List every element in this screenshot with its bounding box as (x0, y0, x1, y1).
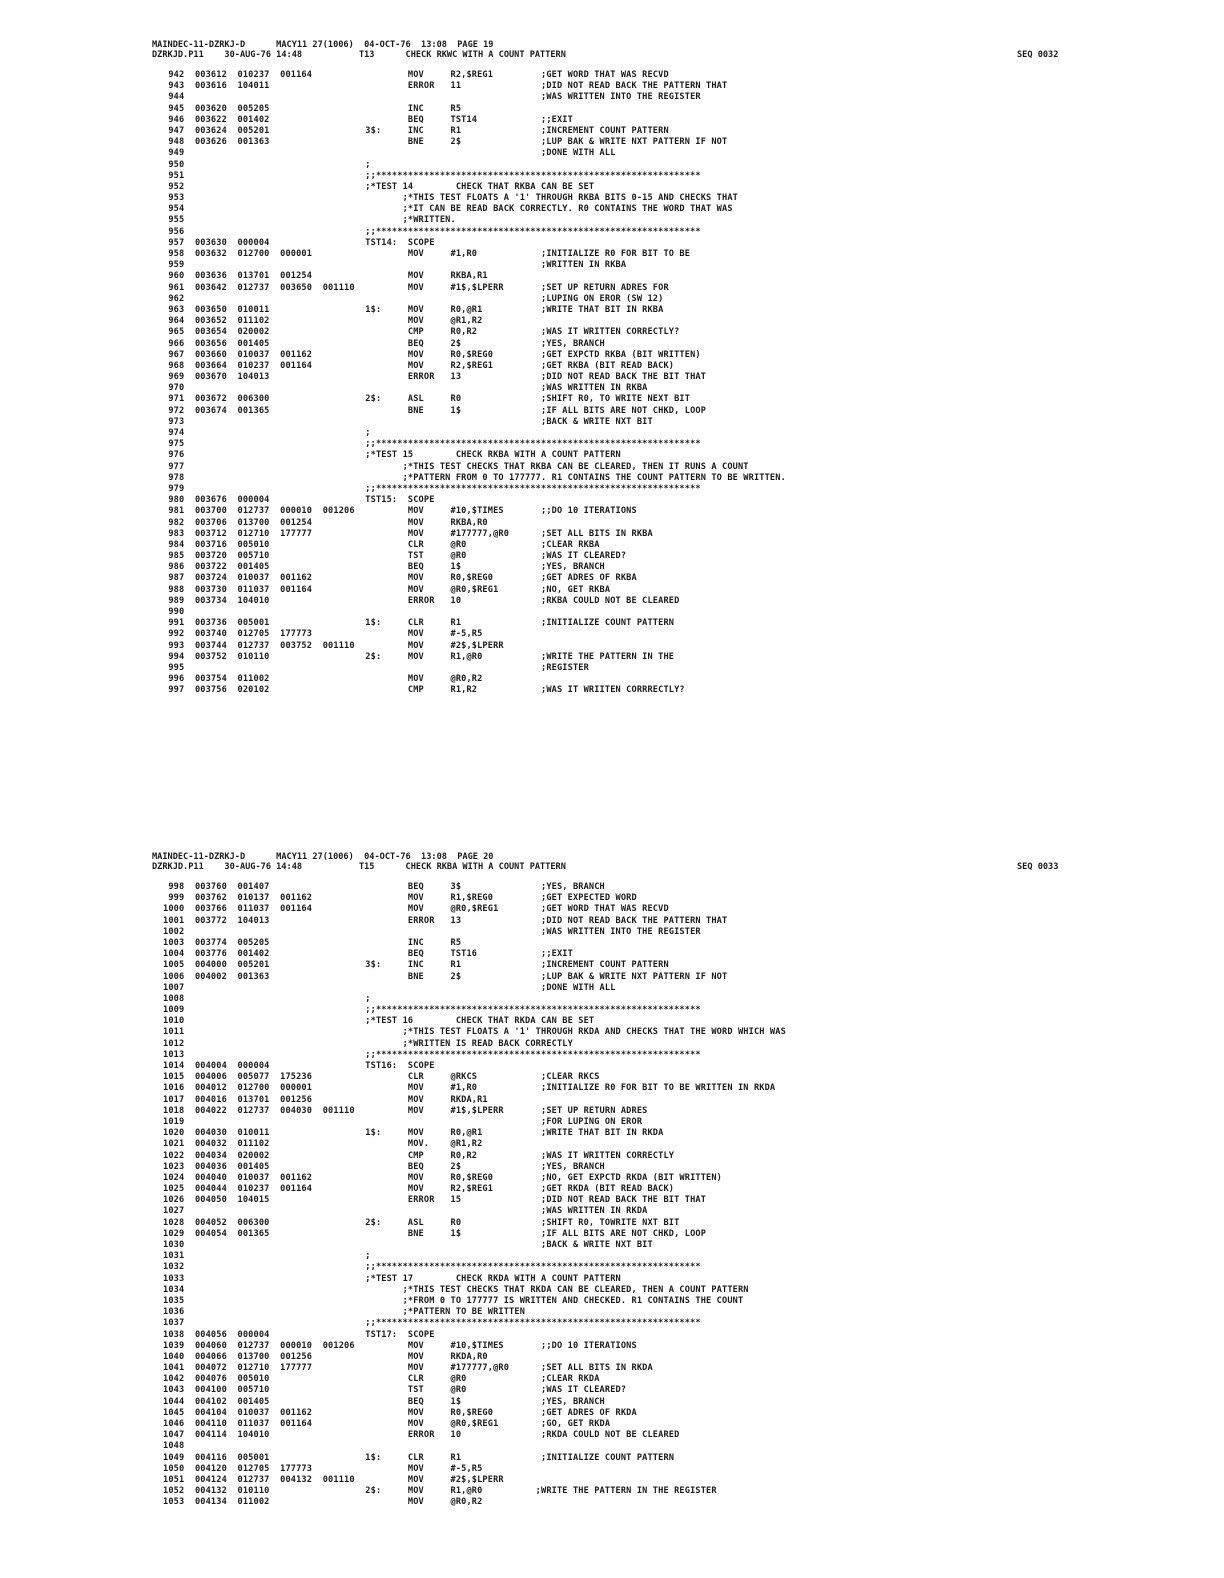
listing-line: 992 003740 012705 177773 MOV #-5,R5 (163, 629, 483, 640)
listing-line: 1044 004102 001405 BEQ 1$ ;YES, BRANCH (163, 1396, 605, 1407)
listing-line: 966 003656 001405 BEQ 2$ ;YES, BRANCH (163, 338, 605, 349)
listing-line: 1036 ;*PATTERN TO BE WRITTEN (163, 1307, 526, 1318)
listing-line: 1005 004000 005201 3$: INC R1 ;INCREMENT COUNT PATTERN (163, 960, 669, 971)
listing-line: 1012 ;*WRITTEN IS READ BACK CORRECTLY (163, 1038, 573, 1049)
listing-line: 997 003756 020102 CMP R1,R2 ;WAS IT WRIITEN CORRRECTLY? (163, 685, 685, 696)
listing-line: 994 003752 010110 2$: MOV R1,@R0 ;WRITE THE PATTERN IN THE (163, 651, 675, 662)
listing-line: 990 (163, 607, 185, 617)
listing-line: 981 003700 012737 000010 001206 MOV #10,$TIMES ;;DO 10 ITERATIONS (163, 506, 637, 517)
listing-line: 970 ;WAS WRITTEN IN RKBA (163, 383, 648, 394)
listing-line: 1053 004134 011002 MOV @R0,R2 (163, 1497, 483, 1508)
listing-line: 1008 ; (163, 993, 371, 1004)
header-line-2: DZRKJD.P11 30-AUG-76 14:48 T13 CHECK RKWC WITH A COUNT PATTERN (152, 50, 566, 60)
listing-line: 1020 004030 010011 1$: MOV R0,@R1 ;WRITE THAT BIT IN RKDA (163, 1128, 664, 1139)
sequence-number: SEQ 0033 (1017, 862, 1059, 872)
header-line-1: MAINDEC-11-DZRKJ-D MACY11 27(1006) 04-OCT-76 13:08 PAGE 19 (152, 40, 494, 50)
header-line-1: MAINDEC-11-DZRKJ-D MACY11 27(1006) 04-OCT-76 13:08 PAGE 20 (152, 852, 494, 862)
listing-line: 949 ;DONE WITH ALL (163, 148, 616, 159)
listing-line: 1016 004012 012700 000001 MOV #1,R0 ;INITIALIZE R0 FOR BIT TO BE WRITTEN IN RKDA (163, 1083, 776, 1094)
listing-line: 998 003760 001407 BEQ 3$ ;YES, BRANCH (163, 882, 605, 892)
listing-line: 1010 ;*TEST 16 CHECK THAT RKDA CAN BE SET (163, 1016, 595, 1027)
code-listing (163, 882, 786, 1509)
listing-line: 1022 004034 020002 CMP R0,R2 ;WAS IT WRITTEN CORRECTLY (163, 1150, 675, 1161)
listing-line: 959 ;WRITTEN IN RKBA (163, 260, 627, 271)
listing-line: 1049 004116 005001 1$: CLR R1 ;INITIALIZE COUNT PATTERN (163, 1452, 675, 1463)
listing-line: 1024 004040 010037 001162 MOV R0,$REG0 ;NO, GET EXPCTD RKDA (BIT WRITTEN) (163, 1172, 723, 1183)
listing-line: 996 003754 011002 MOV @R0,R2 (163, 674, 483, 685)
listing-line: 960 003636 013701 001254 MOV RKBA,R1 (163, 271, 488, 282)
listing-line: 1014 004004 000004 TST16: SCOPE (163, 1061, 435, 1071)
listing-line: 1017 004016 013701 001256 MOV RKDA,R1 (163, 1094, 488, 1105)
listing-line: 1007 ;DONE WITH ALL (163, 982, 616, 993)
listing-line: 993 003744 012737 003752 001110 MOV #2$,$LPERR (163, 640, 504, 651)
listing-line: 1018 004022 012737 004030 001110 MOV #1$,$LPERR ;SET UP RETURN ADRES (163, 1105, 648, 1116)
listing-line: 1042 004076 005010 CLR @R0 ;CLEAR RKDA (163, 1374, 600, 1385)
listing-line: 1028 004052 006300 2$: ASL R0 ;SHIFT R0, TOWRITE NXT BIT (163, 1217, 680, 1228)
listing-line: 1031 ; (163, 1251, 371, 1262)
listing-line: 1032 ;;************************************************************* (163, 1262, 701, 1273)
listing-line: 1029 004054 001365 BNE 1$ ;IF ALL BITS ARE NOT CHKD, LOOP (163, 1228, 707, 1239)
listing-line: 1003 003774 005205 INC R5 (163, 937, 462, 948)
listing-line: 1019 ;FOR LUPING ON EROR (163, 1116, 643, 1127)
listing-line: 1048 (163, 1441, 185, 1452)
listing-line: 947 003624 005201 3$: INC R1 ;INCREMENT COUNT PATTERN (163, 125, 669, 136)
listing-line: 953 ;*THIS TEST FLOATS A '1' THROUGH RKBA BITS 0-15 AND CHECKS THAT (163, 193, 738, 204)
listing-line: 1041 004072 012710 177777 MOV #177777,@R0 ;SET ALL BITS IN RKDA (163, 1363, 653, 1374)
listing-line: 973 ;BACK & WRITE NXT BIT (163, 416, 653, 427)
listing-line: 1046 004110 011037 001164 MOV @R0,$REG1 ;GO, GET RKDA (163, 1419, 611, 1429)
listing-line: 961 003642 012737 003650 001110 MOV #1$,$LPERR ;SET UP RETURN ADRES FOR (163, 282, 669, 293)
code-listing (163, 70, 786, 697)
listing-line: 1002 ;WAS WRITTEN INTO THE REGISTER (163, 926, 701, 937)
listing-line: 1015 004006 005077 175236 CLR @RKCS ;CLEAR RKCS (163, 1072, 600, 1083)
listing-line: 1030 ;BACK & WRITE NXT BIT (163, 1240, 653, 1250)
listing-line: 1006 004002 001363 BNE 2$ ;LUP BAK & WRITE NXT PATTERN IF NOT (163, 971, 728, 982)
listing-line: 979 ;;************************************************************* (163, 483, 701, 494)
listing-line: 1043 004100 005710 TST @R0 ;WAS IT CLEARED? (163, 1385, 627, 1396)
listing-line: 1009 ;;************************************************************* (163, 1005, 701, 1016)
listing-line: 963 003650 010011 1$: MOV R0,@R1 ;WRITE THAT BIT IN RKBA (163, 304, 664, 315)
listing-line: 1035 ;*FROM 0 TO 177777 IS WRITTEN AND CHECKED. R1 CONTAINS THE COUNT (163, 1295, 744, 1306)
listing-line: 999 003762 010137 001162 MOV R1,$REG0 ;GET EXPECTED WORD (163, 893, 637, 904)
listing-line: 971 003672 006300 2$: ASL R0 ;SHIFT R0, TO WRITE NEXT BIT (163, 394, 691, 405)
listing-line: 1051 004124 012737 004132 001110 MOV #2$,$LPERR (163, 1474, 504, 1485)
listing-line: 1033 ;*TEST 17 CHECK RKDA WITH A COUNT PATTERN (163, 1273, 621, 1284)
listing-line: 991 003736 005001 1$: CLR R1 ;INITIALIZE COUNT PATTERN (163, 618, 675, 629)
listing-line: 1013 ;;************************************************************* (163, 1049, 701, 1060)
listing-line: 983 003712 012710 177777 MOV #177777,@R0 ;SET ALL BITS IN RKBA (163, 528, 653, 539)
sequence-number: SEQ 0032 (1017, 50, 1059, 60)
listing-line: 982 003706 013700 001254 MOV RKBA,R0 (163, 517, 488, 528)
listing-line: 965 003654 020002 CMP R0,R2 ;WAS IT WRITTEN CORRECTLY? (163, 327, 680, 338)
listing-line: 950 ; (163, 159, 371, 170)
listing-line: 1034 ;*THIS TEST CHECKS THAT RKDA CAN BE CLEARED, THEN A COUNT PATTERN (163, 1284, 749, 1295)
listing-line: 1039 004060 012737 000010 001206 MOV #10,$TIMES ;;DO 10 ITERATIONS (163, 1340, 637, 1351)
listing-line: 1037 ;;************************************************************* (163, 1318, 701, 1329)
listing-line: 958 003632 012700 000001 MOV #1,R0 ;INITIALIZE R0 FOR BIT TO BE (163, 249, 691, 259)
listing-line: 1052 004132 010110 2$: MOV R1,@R0 ;WRITE THE PATTERN IN THE REGISTER (163, 1486, 717, 1497)
listing-line: 974 ; (163, 428, 371, 438)
listing-line: 1038 004056 000004 TST17: SCOPE (163, 1329, 435, 1340)
listing-line: 945 003620 005205 INC R5 (163, 103, 462, 114)
listing-line: 1027 ;WAS WRITTEN IN RKDA (163, 1206, 648, 1217)
listing-line: 980 003676 000004 TST15: SCOPE (163, 495, 435, 506)
listing-line: 987 003724 010037 001162 MOV R0,$REG0 ;GET ADRES OF RKBA (163, 573, 637, 584)
listing-line: 984 003716 005010 CLR @R0 ;CLEAR RKBA (163, 539, 600, 550)
listing-line: 957 003630 000004 TST14: SCOPE (163, 237, 435, 248)
listing-line: 972 003674 001365 BNE 1$ ;IF ALL BITS ARE NOT CHKD, LOOP (163, 405, 707, 416)
listing-line: 943 003616 104011 ERROR 11 ;DID NOT READ BACK THE PATTERN THAT (163, 81, 728, 92)
listing-line: 951 ;;************************************************************* (163, 170, 701, 181)
listing-line: 995 ;REGISTER (163, 662, 589, 673)
listing-line: 967 003660 010037 001162 MOV R0,$REG0 ;GET EXPCTD RKBA (BIT WRITTEN) (163, 349, 701, 360)
listing-line: 956 ;;************************************************************* (163, 226, 701, 237)
listing-line: 968 003664 010237 001164 MOV R2,$REG1 ;GET RKBA (BIT READ BACK) (163, 360, 675, 371)
listing-line: 955 ;*WRITTEN. (163, 215, 456, 226)
listing-line: 1011 ;*THIS TEST FLOATS A '1' THROUGH RKDA AND CHECKS THAT THE WORD WHICH WAS (163, 1027, 786, 1038)
listing-line: 962 ;LUPING ON EROR (SW 12) (163, 293, 664, 304)
listing-line: 946 003622 001402 BEQ TST14 ;;EXIT (163, 114, 573, 125)
listing-line: 976 ;*TEST 15 CHECK RKBA WITH A COUNT PATTERN (163, 450, 621, 461)
listing-line: 1023 004036 001405 BEQ 2$ ;YES, BRANCH (163, 1161, 605, 1172)
listing-line: 1001 003772 104013 ERROR 13 ;DID NOT READ BACK THE PATTERN THAT (163, 915, 728, 926)
listing-line: 1045 004104 010037 001162 MOV R0,$REG0 ;GET ADRES OF RKDA (163, 1407, 637, 1418)
listing-line: 1047 004114 104010 ERROR 10 ;RKDA COULD NOT BE CLEARED (163, 1430, 680, 1441)
listing-line: 985 003720 005710 TST @R0 ;WAS IT CLEARED? (163, 551, 627, 562)
listing-line: 975 ;;************************************************************* (163, 439, 701, 450)
listing-line: 1021 004032 011102 MOV. @R1,R2 (163, 1139, 483, 1150)
listing-line: 942 003612 010237 001164 MOV R2,$REG1 ;GET WORD THAT WAS RECVD (163, 70, 669, 80)
listing-line: 1040 004066 013700 001256 MOV RKDA,R0 (163, 1351, 488, 1362)
listing-line: 964 003652 011102 MOV @R1,R2 (163, 316, 483, 327)
listing-line: 1026 004050 104015 ERROR 15 ;DID NOT READ BACK THE BIT THAT (163, 1195, 707, 1206)
listing-line: 944 ;WAS WRITTEN INTO THE REGISTER (163, 92, 701, 103)
listing-line: 1004 003776 001402 BEQ TST16 ;;EXIT (163, 949, 573, 960)
listing-line: 1000 003766 011037 001164 MOV @R0,$REG1 ;GET WORD THAT WAS RECVD (163, 904, 669, 915)
listing-line: 1025 004044 010237 001164 MOV R2,$REG1 ;GET RKDA (BIT READ BACK) (163, 1184, 675, 1195)
listing-line: 977 ;*THIS TEST CHECKS THAT RKBA CAN BE CLEARED, THEN IT RUNS A COUNT (163, 461, 749, 472)
listing-line: 954 ;*IT CAN BE READ BACK CORRECTLY. R0 CONTAINS THE WORD THAT WAS (163, 204, 733, 215)
listing-line: 1050 004120 012705 177773 MOV #-5,R5 (163, 1463, 483, 1474)
header-line-2: DZRKJD.P11 30-AUG-76 14:48 T15 CHECK RKBA WITH A COUNT PATTERN (152, 862, 566, 872)
listing-line: 952 ;*TEST 14 CHECK THAT RKBA CAN BE SET (163, 181, 595, 192)
listing-line: 978 ;*PATTERN FROM 0 TO 177777. R1 CONTAINS THE COUNT PATTERN TO BE WRITTEN. (163, 472, 786, 483)
listing-line: 969 003670 104013 ERROR 13 ;DID NOT READ BACK THE BIT THAT (163, 372, 707, 383)
listing-line: 948 003626 001363 BNE 2$ ;LUP BAK & WRITE NXT PATTERN IF NOT (163, 137, 728, 148)
listing-line: 988 003730 011037 001164 MOV @R0,$REG1 ;NO, GET RKBA (163, 584, 611, 595)
listing-line: 989 003734 104010 ERROR 10 ;RKBA COULD NOT BE CLEARED (163, 595, 680, 606)
listing-line: 986 003722 001405 BEQ 1$ ;YES, BRANCH (163, 562, 605, 573)
